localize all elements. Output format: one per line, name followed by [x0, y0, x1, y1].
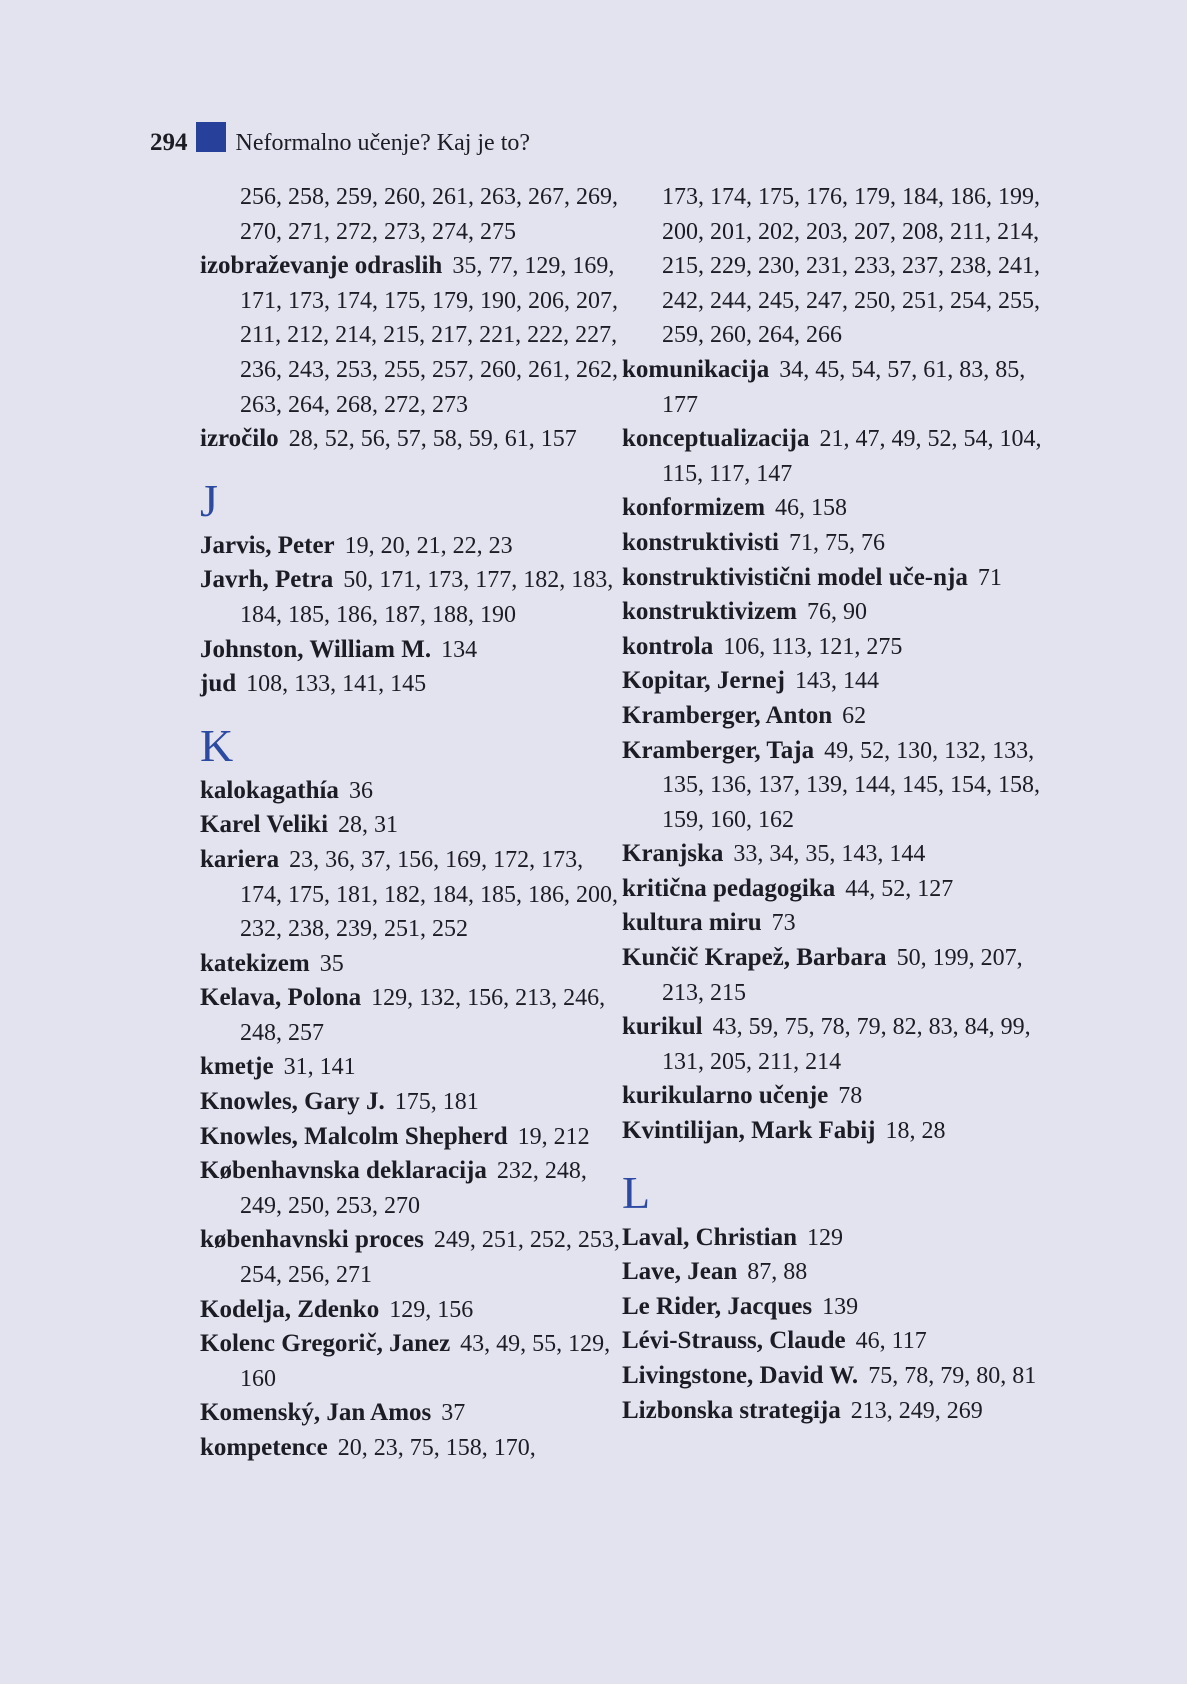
entry-pages: 143, 144 — [794, 668, 879, 695]
entry-term: Kodelja, Zdenko — [200, 1295, 380, 1323]
entry-pages: 33, 34, 35, 143, 144 — [733, 841, 926, 868]
index-entry — [622, 906, 1042, 941]
entry-pages: 249, 251, 252, 253, 254, 256, 271 — [240, 1227, 620, 1289]
index-entry — [622, 561, 1042, 596]
entry-pages: 78 — [838, 1083, 863, 1110]
index-entry-continuation — [200, 180, 620, 249]
entry-pages: 134 — [441, 636, 478, 663]
index-entry — [200, 808, 620, 843]
entry-term: Knowles, Malcolm Shepherd — [200, 1122, 508, 1150]
index-entry — [622, 595, 1042, 630]
entry-pages: 43, 49, 55, 129, 160 — [240, 1331, 611, 1392]
entry-term: Lave, Jean — [622, 1258, 738, 1286]
entry-term: Komenský, Jan Amos — [200, 1399, 432, 1427]
entry-pages: 129 — [807, 1224, 844, 1251]
entry-pages: 19, 212 — [517, 1123, 590, 1150]
entry-term: izročilo — [200, 425, 279, 453]
entry-term: kultura miru — [622, 909, 762, 937]
entry-term: Kopitar, Jernej — [622, 667, 785, 695]
entry-term: Lizbonska strategija — [622, 1396, 841, 1424]
entry-term: Kranjska — [622, 840, 724, 868]
index-entry — [622, 872, 1042, 907]
entry-term: Karel Veliki — [200, 811, 329, 839]
entry-pages: 46, 117 — [855, 1328, 927, 1355]
index-entry — [622, 630, 1042, 665]
entry-term: kritična pedagogika — [622, 874, 836, 902]
entry-pages: 43, 59, 75, 78, 79, 82, 83, 84, 99, 131, 205, 211, 214 — [662, 1014, 1031, 1075]
entry-pages: 232, 248, 249, 250, 253, 270 — [240, 1158, 587, 1219]
section-letter-k: K — [200, 719, 234, 771]
index-entry — [622, 1079, 1042, 1114]
entry-pages: 76, 90 — [807, 599, 867, 626]
entry-pages: 75, 78, 79, 80, 81 — [868, 1363, 1037, 1389]
entry-pages: 35 — [319, 950, 344, 977]
entry-pages: 213, 249, 269 — [850, 1397, 983, 1424]
entry-term: Lévi-Strauss, Claude — [622, 1327, 846, 1355]
entry-pages: 49, 52, 130, 132, 133, 135, 136, 137, 139, 144, 145, 154, 158, 159, 160, 162 — [662, 737, 1040, 833]
index-column-left — [200, 180, 620, 1466]
entry-term: Knowles, Gary J. — [200, 1088, 385, 1116]
entry-pages: 36 — [348, 777, 373, 804]
entry-term: kurikularno učenje — [622, 1082, 829, 1110]
entry-pages: 173, 174, 175, 176, 179, 184, 186, 199, 200, 201, 202, 203, 207, 208, 211, 214, 215, 229, 230, 231, 233, 237, 238, 241, 242, 244, 245, 247, 250, 251, 254, 255, 259, 260, 264, 266 — [662, 184, 1040, 349]
index-entry — [200, 1120, 620, 1155]
index-entry — [200, 422, 620, 457]
entry-term: kompetence — [200, 1434, 328, 1461]
entry-pages: 129, 132, 156, 213, 246, 248, 257 — [240, 985, 606, 1046]
entry-term: kurikul — [622, 1013, 703, 1041]
index-entry — [200, 981, 620, 1050]
entry-pages: 106, 113, 121, 275 — [723, 633, 903, 660]
index-entry — [200, 529, 620, 564]
entry-pages: 175, 181 — [394, 1089, 479, 1116]
entry-term: Livingstone, David W. — [622, 1362, 859, 1389]
index-entry — [622, 734, 1042, 838]
page-number: 294 — [150, 129, 188, 156]
entry-term: Kramberger, Taja — [622, 736, 815, 764]
index-entry — [622, 491, 1042, 526]
entry-term: Johnston, William M. — [200, 635, 432, 663]
entry-term: københavnski proces — [200, 1226, 424, 1254]
entry-pages: 71 — [977, 564, 1002, 591]
index-entry — [622, 1290, 1042, 1325]
entry-pages: 31, 141 — [283, 1054, 356, 1081]
entry-term: konstruktivizem — [622, 598, 797, 626]
entry-pages: 35, 77, 129, 169, 171, 173, 174, 175, 179, 190, 206, 207, 211, 212, 214, 215, 217, 221, 222, 227, 236, 243, 253, 255, 257, 260, 261, 262, 263, 264, 268, 272, 273 — [240, 253, 618, 418]
entry-term: Kelava, Polona — [200, 984, 362, 1012]
header-square-icon — [196, 122, 226, 152]
running-header — [150, 122, 530, 158]
entry-term: komunikacija — [622, 355, 770, 383]
entry-term: konformizem — [622, 494, 766, 522]
index-entry — [622, 1255, 1042, 1290]
entry-term: kontrola — [622, 632, 714, 660]
entry-pages: 62 — [842, 702, 867, 729]
entry-pages: 46, 158 — [775, 495, 848, 522]
index-entry — [200, 947, 620, 982]
index-entry — [622, 1221, 1042, 1256]
entry-pages: 34, 45, 54, 57, 61, 83, 85, 177 — [662, 356, 1026, 418]
index-entry — [200, 1327, 620, 1396]
entry-term: Københavnska deklaracija — [200, 1157, 487, 1185]
entry-pages: 23, 36, 37, 156, 169, 172, 173, 174, 175, 181, 182, 184, 185, 186, 200, 232, 238, 239, 251, 252 — [240, 846, 618, 943]
index-entry — [200, 1085, 620, 1120]
entry-pages: 37 — [441, 1400, 466, 1427]
index-column-right — [622, 180, 1042, 1428]
entry-pages: 50, 199, 207, 213, 215 — [662, 945, 1023, 1006]
index-entry — [622, 664, 1042, 699]
running-title: Neformalno učenje? Kaj je to? — [235, 130, 531, 156]
index-entry — [622, 1114, 1042, 1149]
entry-term: konceptualizacija — [622, 425, 810, 453]
entry-pages: 139 — [822, 1293, 859, 1320]
entry-term: jud — [200, 670, 237, 698]
entry-term: Le Rider, Jacques — [622, 1292, 813, 1320]
index-entry — [622, 1359, 1042, 1394]
entry-pages: 87, 88 — [747, 1259, 808, 1286]
index-entry — [622, 526, 1042, 561]
index-entry — [622, 1010, 1042, 1079]
index-entry — [200, 1050, 620, 1085]
index-entry — [200, 843, 620, 947]
entry-term: izobraževanje odraslih — [200, 252, 443, 280]
entry-pages: 73 — [771, 910, 796, 937]
section-letter-j: J — [200, 474, 218, 526]
entry-term: Jarvis, Peter — [200, 531, 335, 559]
entry-term: Kvintilijan, Mark Fabij — [622, 1117, 876, 1145]
index-entry — [200, 1223, 620, 1292]
entry-pages: 50, 171, 173, 177, 182, 183, 184, 185, 186, 187, 188, 190 — [240, 567, 614, 628]
entry-term: konstruktivisti — [622, 528, 779, 556]
entry-pages: 71, 75, 76 — [788, 529, 885, 556]
index-entry — [200, 563, 620, 632]
index-entry — [200, 1293, 620, 1328]
entry-term: Javrh, Petra — [200, 566, 334, 594]
entry-pages: 19, 20, 21, 22, 23 — [344, 532, 513, 559]
index-entry — [200, 667, 620, 702]
entry-pages: 108, 133, 141, 145 — [246, 671, 427, 698]
entry-pages: 256, 258, 259, 260, 261, 263, 267, 269, 270, 271, 272, 273, 274, 275 — [240, 184, 618, 245]
entry-term: Kramberger, Anton — [622, 701, 833, 729]
index-entry — [200, 774, 620, 809]
index-entry — [200, 633, 620, 668]
entry-term: kalokagathía — [200, 776, 339, 804]
entry-term: Kunčič Krapež, Barbara — [622, 944, 887, 972]
index-entry — [622, 422, 1042, 491]
entry-term: Kolenc Gregorič, Janez — [200, 1330, 451, 1358]
index-entry — [200, 1396, 620, 1431]
entry-pages: 18, 28 — [885, 1118, 946, 1145]
entry-term: konstruktivistični model uče-nja — [622, 563, 968, 591]
entry-term: kmetje — [200, 1053, 274, 1081]
index-entry — [200, 1154, 620, 1223]
entry-pages: 28, 52, 56, 57, 58, 59, 61, 157 — [288, 426, 577, 453]
entry-pages: 28, 31 — [338, 812, 399, 839]
entry-pages: 129, 156 — [389, 1296, 474, 1323]
section-letter-l: L — [622, 1166, 651, 1218]
entry-pages: 20, 23, 75, 158, 170, — [337, 1435, 536, 1461]
index-entry — [622, 837, 1042, 872]
index-entry — [622, 1394, 1042, 1429]
index-entry-continuation — [622, 180, 1042, 353]
index-entry — [200, 1431, 620, 1466]
entry-pages: 21, 47, 49, 52, 54, 104, 115, 117, 147 — [662, 426, 1042, 487]
entry-term: katekizem — [200, 949, 310, 977]
entry-pages: 44, 52, 127 — [845, 875, 954, 902]
entry-term: Laval, Christian — [622, 1223, 798, 1251]
entry-term: kariera — [200, 845, 280, 873]
index-entry — [622, 1324, 1042, 1359]
index-entry — [622, 699, 1042, 734]
index-entry — [622, 353, 1042, 422]
index-entry — [622, 941, 1042, 1010]
index-entry — [200, 249, 620, 422]
